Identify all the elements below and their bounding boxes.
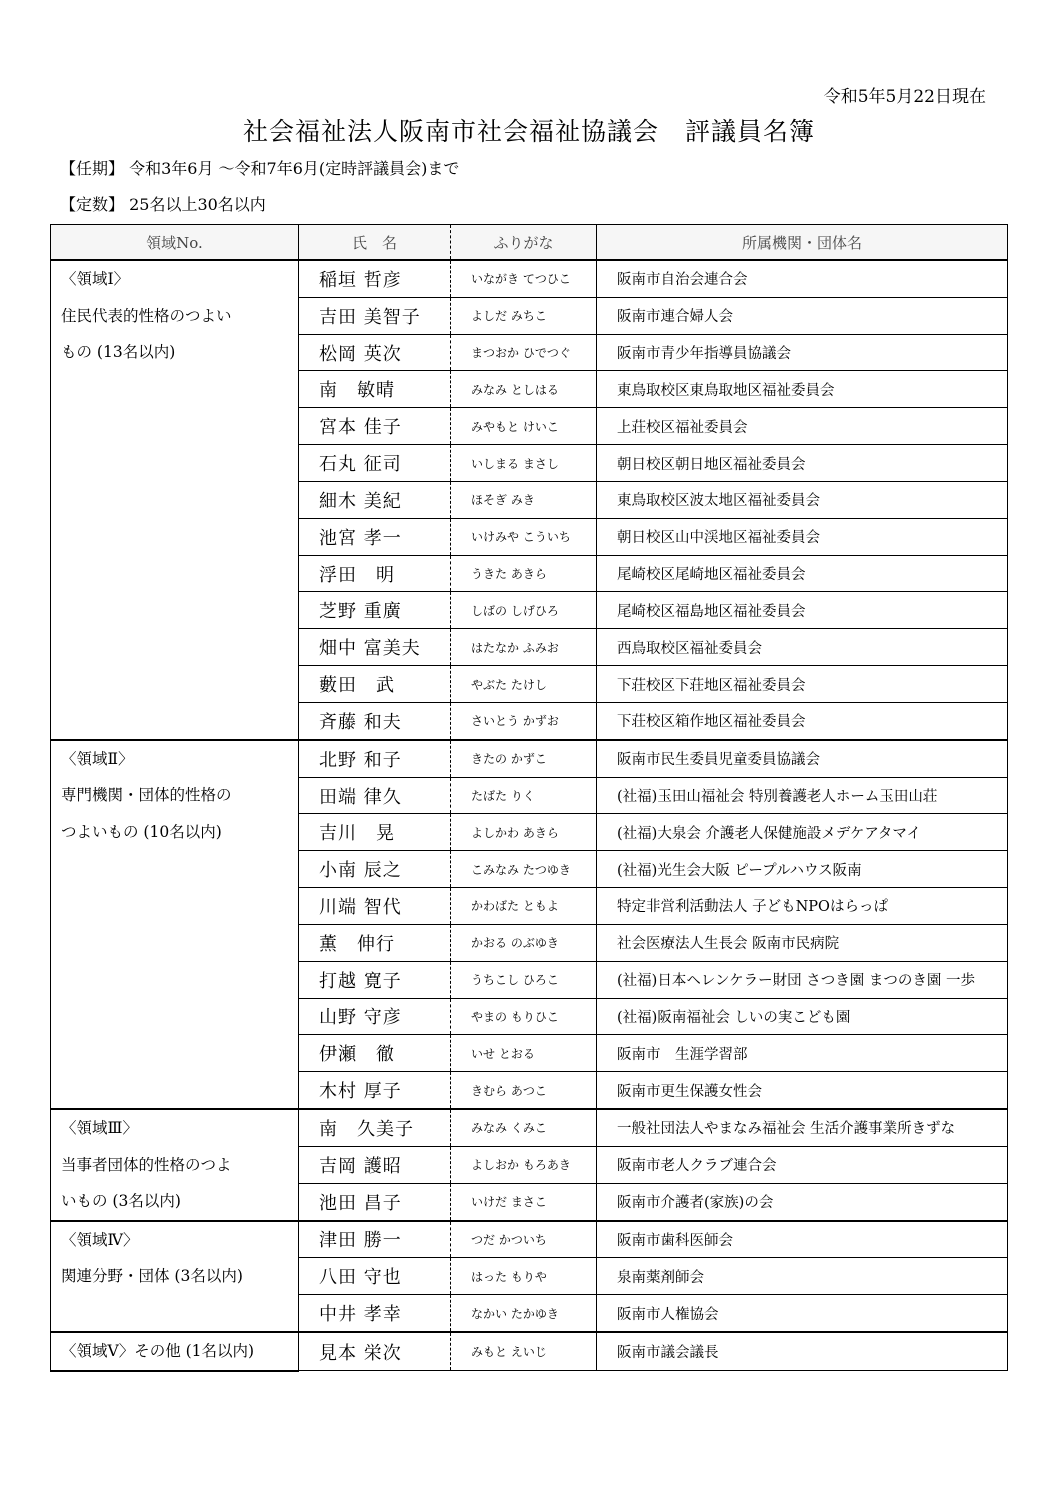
document-title: 社会福祉法人阪南市社会福祉協議会 評議員名簿 (242, 117, 815, 146)
member-furigana: うきた あきら (451, 555, 597, 592)
member-furigana: いけみや こういち (451, 518, 597, 555)
domain-cell (51, 1109, 299, 1221)
member-furigana: さいとう かずお (451, 702, 597, 739)
member-furigana: いながき てつひこ (451, 260, 597, 297)
domain-cell (51, 1332, 299, 1371)
domain-label: 〈領域Ⅳ〉 (61, 1230, 139, 1249)
domain-description: もの (13名以内) (61, 343, 176, 361)
member-furigana: しばの しげひろ (451, 592, 597, 629)
member-furigana: まつおか ひでつぐ (451, 334, 597, 371)
councillor-roster-table (50, 224, 1008, 1372)
member-organization: 朝日校区山中渓地区福祉委員会 (597, 518, 1008, 555)
member-organization: 阪南市議会議長 (597, 1332, 1008, 1371)
member-organization: (社福)大泉会 介護老人保健施設メデケアタマイ (597, 814, 1008, 851)
member-name: 芝野 重廣 (299, 592, 451, 629)
member-furigana: やぶた たけし (451, 666, 597, 703)
member-organization: 阪南市歯科医師会 (597, 1221, 1008, 1258)
member-name: 田端 律久 (299, 777, 451, 814)
member-furigana: やまの もりひこ (451, 998, 597, 1035)
member-organization: 下荘校区下荘地区福祉委員会 (597, 666, 1008, 703)
column-header-domain: 領域No. (51, 225, 299, 261)
member-name: 川端 智代 (299, 888, 451, 925)
member-name: 吉田 美智子 (299, 297, 451, 334)
member-name: 山野 守彦 (299, 998, 451, 1035)
member-furigana: いけだ まさこ (451, 1183, 597, 1220)
member-furigana: なかい たかゆき (451, 1295, 597, 1332)
member-name: 池宮 孝一 (299, 518, 451, 555)
table-row (51, 1221, 1008, 1258)
table-row (51, 1109, 1008, 1146)
domain-description: 専門機関・団体的性格の (61, 786, 232, 805)
member-name: 宮本 佳子 (299, 408, 451, 445)
member-organization: 阪南市 生涯学習部 (597, 1035, 1008, 1072)
member-furigana: きたの かずこ (451, 740, 597, 777)
member-name: 吉川 晃 (299, 814, 451, 851)
domain-description: いもの (3名以内) (61, 1192, 181, 1211)
document-date: 令和5年5月22日現在 (823, 87, 986, 107)
domain-description: 関連分野・団体 (3名以内) (61, 1267, 243, 1286)
domain-cell (51, 740, 299, 1109)
domain-label: 〈領域Ⅴ〉その他 (1名以内) (61, 1342, 255, 1361)
member-organization: 東鳥取校区波太地区福祉委員会 (597, 481, 1008, 518)
member-name: 藪田 武 (299, 666, 451, 703)
member-organization: 特定非営利活動法人 子どもNPOはらっぱ (597, 888, 1008, 925)
term-of-office: 【任期】 令和3年6月 ～令和7年6月(定時評議員会)まで (60, 159, 460, 178)
member-furigana: みなみ としはる (451, 371, 597, 408)
member-organization: (社福)玉田山福祉会 特別養護老人ホーム玉田山荘 (597, 777, 1008, 814)
table-row (51, 1332, 1008, 1371)
member-name: 北野 和子 (299, 740, 451, 777)
member-organization: 尾崎校区尾崎地区福祉委員会 (597, 555, 1008, 592)
member-name: 浮田 明 (299, 555, 451, 592)
member-organization: 阪南市青少年指導員協議会 (597, 334, 1008, 371)
domain-label: 〈領域Ⅱ〉 (61, 749, 134, 768)
member-furigana: うちこし ひろこ (451, 961, 597, 998)
member-name: 吉岡 護昭 (299, 1146, 451, 1183)
member-furigana: ほそぎ みき (451, 481, 597, 518)
member-organization: 阪南市老人クラブ連合会 (597, 1146, 1008, 1183)
member-name: 薫 伸行 (299, 924, 451, 961)
member-furigana: はたなか ふみお (451, 629, 597, 666)
member-organization: 西鳥取校区福祉委員会 (597, 629, 1008, 666)
member-organization: 上荘校区福祉委員会 (597, 408, 1008, 445)
member-name: 池田 昌子 (299, 1183, 451, 1220)
member-name: 石丸 征司 (299, 445, 451, 482)
domain-description: 当事者団体的性格のつよ (61, 1155, 232, 1174)
member-organization: 下荘校区箱作地区福祉委員会 (597, 702, 1008, 739)
member-name: 伊瀬 徹 (299, 1035, 451, 1072)
member-name: 南 久美子 (299, 1109, 451, 1146)
member-furigana: よしかわ あきら (451, 814, 597, 851)
member-organization: 一般社団法人やまなみ福祉会 生活介護事業所きずな (597, 1109, 1008, 1146)
member-organization: 阪南市連合婦人会 (597, 297, 1008, 334)
member-furigana: いせ とおる (451, 1035, 597, 1072)
member-organization: 泉南薬剤師会 (597, 1258, 1008, 1295)
member-organization: 朝日校区朝日地区福祉委員会 (597, 445, 1008, 482)
column-header-name: 氏 名 (299, 225, 451, 261)
member-organization: 阪南市自治会連合会 (597, 260, 1008, 297)
domain-cell (51, 1221, 299, 1332)
table-row (51, 740, 1008, 777)
member-furigana: こみなみ たつゆき (451, 851, 597, 888)
member-furigana: みやもと けいこ (451, 408, 597, 445)
column-header-furigana: ふりがな (451, 225, 597, 261)
member-furigana: はった もりや (451, 1258, 597, 1295)
member-furigana: かおる のぶゆき (451, 924, 597, 961)
domain-description: 住民代表的性格のつよい (61, 306, 232, 325)
member-name: 見本 栄次 (299, 1332, 451, 1371)
member-organization: 阪南市更生保護女性会 (597, 1072, 1008, 1109)
member-furigana: たばた りく (451, 777, 597, 814)
member-organization: (社福)光生会大阪 ピープルハウス阪南 (597, 851, 1008, 888)
member-name: 細木 美紀 (299, 481, 451, 518)
member-furigana: よしだ みちこ (451, 297, 597, 334)
domain-description: つよいもの (10名以内) (61, 822, 222, 841)
member-name: 斉藤 和夫 (299, 702, 451, 739)
member-furigana: いしまる まさし (451, 445, 597, 482)
member-name: 松岡 英次 (299, 334, 451, 371)
member-name: 打越 寛子 (299, 961, 451, 998)
member-furigana: みもと えいじ (451, 1332, 597, 1371)
member-name: 南 敏晴 (299, 371, 451, 408)
member-organization: 阪南市介護者(家族)の会 (597, 1183, 1008, 1220)
member-name: 小南 辰之 (299, 851, 451, 888)
member-organization: 尾崎校区福島地区福祉委員会 (597, 592, 1008, 629)
member-furigana: きむら あつこ (451, 1072, 597, 1109)
member-organization: 東鳥取校区東鳥取地区福祉委員会 (597, 371, 1008, 408)
member-furigana: かわばた ともよ (451, 888, 597, 925)
member-name: 木村 厚子 (299, 1072, 451, 1109)
domain-label: 〈領域Ⅰ〉 (61, 270, 130, 288)
column-header-organization: 所属機関・団体名 (597, 225, 1008, 261)
member-furigana: つだ かついち (451, 1221, 597, 1258)
member-name: 稲垣 哲彦 (299, 260, 451, 297)
roster-body (51, 260, 1008, 1371)
table-header-row (51, 225, 1008, 261)
member-organization: 阪南市人権協会 (597, 1295, 1008, 1332)
table-row (51, 260, 1008, 297)
domain-cell (51, 260, 299, 740)
member-organization: (社福)日本ヘレンケラー財団 さつき園 まつのき園 一歩 (597, 961, 1008, 998)
member-organization: (社福)阪南福祉会 しいの実こども園 (597, 998, 1008, 1035)
member-name: 津田 勝一 (299, 1221, 451, 1258)
member-name: 中井 孝幸 (299, 1295, 451, 1332)
member-furigana: みなみ くみこ (451, 1109, 597, 1146)
member-organization: 社会医療法人生長会 阪南市民病院 (597, 924, 1008, 961)
member-quota: 【定数】 25名以上30名以内 (60, 195, 266, 214)
domain-label: 〈領域Ⅲ〉 (61, 1119, 138, 1138)
member-organization: 阪南市民生委員児童委員協議会 (597, 740, 1008, 777)
member-furigana: よしおか もろあき (451, 1146, 597, 1183)
member-name: 八田 守也 (299, 1258, 451, 1295)
member-name: 畑中 富美夫 (299, 629, 451, 666)
